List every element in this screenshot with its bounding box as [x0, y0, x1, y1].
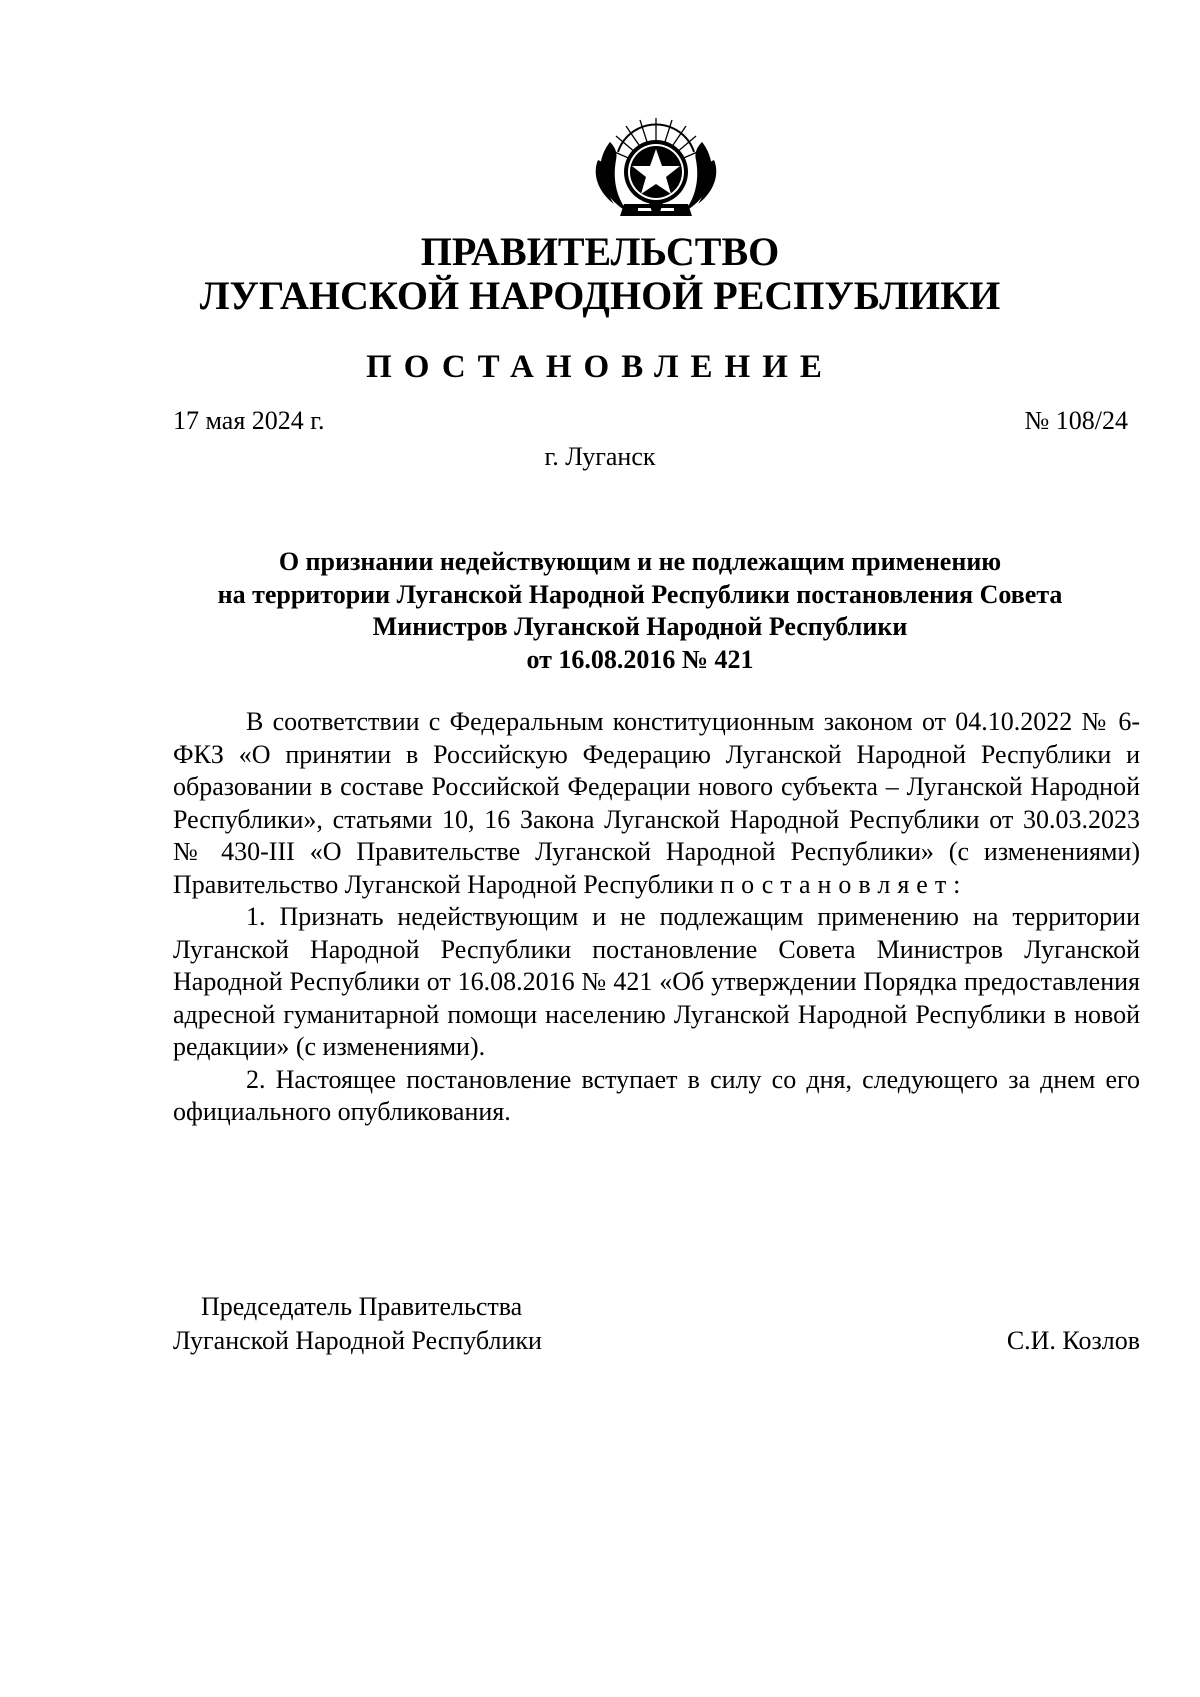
subject-line: О признании недействующим и не подлежащим применению [278, 547, 1002, 576]
document-number: № 108/24 [1024, 406, 1128, 435]
subject-line: на территории Луганской Народной Республики постановления Совета [217, 579, 1063, 609]
document-type-title: ПОСТАНОВЛЕНИЕ [366, 349, 834, 385]
document-city: г. Луганск [544, 442, 656, 471]
document-body [173, 706, 1140, 1129]
government-name-line1: ПРАВИТЕЛЬСТВО [420, 229, 780, 274]
document-date: 17 мая 2024 г. [173, 406, 325, 435]
signer-position-line2: Луганской Народной Республики [173, 1326, 542, 1355]
subject-line: от 16.08.2016 № 421 [526, 644, 754, 674]
signature-block [173, 1290, 1140, 1358]
item-1-paragraph: 1. Признать недействующим и не подлежащим применению на территории Луганской Народной Республики постановление Совета Министров Луганской Народной Республики от 16.08.2016 № 421 «Об утверждении Порядка предоставления адресной гуманитарной помощи населению Луганской Народной Республики в новой редакции» (с изменениями). [173, 902, 1140, 1061]
government-name-line2: ЛУГАНСКОЙ НАРОДНОЙ РЕСПУБЛИКИ [199, 273, 1001, 318]
item-2-paragraph: 2. Настоящее постановление вступает в силу со дня, следующего за днем его официального опубликования. [173, 1064, 1140, 1126]
lpr-coat-of-arms-icon [588, 112, 724, 224]
preamble-text: В соответствии с Федеральным конституционным законом от 04.10.2022 № 6-ФКЗ «О принятии в Российскую Федерацию Луганской Народной Республики и образовании в составе Российской Федерации нового субъекта – Луганской Народной Республики», статьями 10, 16 Закона Луганской Народной Республики от 30.03.2023 № 430-III «О Правительстве Луганской Народной Республики» (с изменениями) Правительство Луганской Народной Республики [173, 707, 1140, 899]
document-subject [160, 546, 1120, 676]
subject-line: Министров Луганской Народной Республики [372, 612, 908, 641]
signer-position-line1: Председатель Правительства [201, 1292, 523, 1321]
preamble-paragraph [173, 706, 1140, 901]
signer-name: С.И. Козлов [1006, 1326, 1140, 1355]
decides-word: постановляет: [720, 869, 968, 899]
